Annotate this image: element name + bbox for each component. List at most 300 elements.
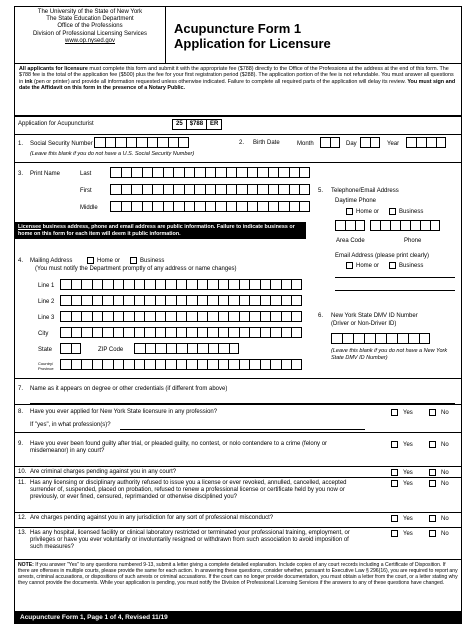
mail-business-checkbox[interactable]: [130, 257, 137, 264]
char-cell[interactable]: [197, 327, 208, 338]
char-cell[interactable]: [113, 327, 124, 338]
char-cell[interactable]: [142, 201, 153, 212]
char-cell[interactable]: [176, 295, 187, 306]
char-cell[interactable]: [239, 279, 250, 290]
char-cell[interactable]: [176, 343, 187, 354]
char-cell[interactable]: [239, 311, 250, 322]
char-cell[interactable]: [320, 137, 330, 148]
char-cell[interactable]: [197, 295, 208, 306]
char-cell[interactable]: [207, 295, 218, 306]
app-for-label: Application for Acupuncturist: [18, 121, 94, 127]
q5-number: 5.: [318, 188, 324, 194]
char-cell[interactable]: [60, 279, 71, 290]
char-cell[interactable]: [71, 311, 82, 322]
email-label: Email Address (please print clearly): [335, 253, 430, 259]
char-cell[interactable]: [134, 327, 145, 338]
char-cell[interactable]: [186, 311, 197, 322]
char-cell[interactable]: [113, 311, 124, 322]
app-codes: [172, 119, 222, 130]
char-cell[interactable]: [215, 167, 226, 178]
char-cell[interactable]: [278, 184, 289, 195]
char-cell[interactable]: [257, 184, 268, 195]
birth-day-label: Day: [346, 141, 357, 147]
char-cell[interactable]: [436, 137, 446, 148]
char-cell[interactable]: [123, 359, 134, 370]
char-cell[interactable]: [81, 327, 92, 338]
question-number: 13.: [18, 530, 27, 536]
phone-home-checkbox[interactable]: [346, 208, 353, 215]
char-cell[interactable]: [173, 184, 184, 195]
char-cell[interactable]: [353, 333, 364, 344]
char-cell[interactable]: [60, 343, 71, 354]
char-cell[interactable]: [408, 333, 419, 344]
char-cell[interactable]: [257, 167, 268, 178]
char-cell[interactable]: [278, 167, 289, 178]
char-cell[interactable]: [165, 311, 176, 322]
yes-checkbox[interactable]: [391, 441, 398, 448]
char-cell[interactable]: [270, 295, 281, 306]
char-cell[interactable]: [228, 327, 239, 338]
char-cell[interactable]: [291, 327, 302, 338]
char-cell[interactable]: [236, 167, 247, 178]
mail-home-checkbox[interactable]: [87, 257, 94, 264]
char-cell[interactable]: [268, 201, 279, 212]
char-cell[interactable]: [110, 201, 121, 212]
birth-day-field[interactable]: [360, 137, 380, 148]
char-cell[interactable]: [71, 279, 82, 290]
char-cell[interactable]: [342, 333, 353, 344]
char-cell[interactable]: [268, 167, 279, 178]
yes-checkbox[interactable]: [391, 409, 398, 416]
char-cell[interactable]: [194, 167, 205, 178]
char-cell[interactable]: [270, 359, 281, 370]
char-cell[interactable]: [260, 327, 271, 338]
char-cell[interactable]: [197, 343, 208, 354]
char-cell[interactable]: [331, 333, 342, 344]
no-label: No: [441, 470, 449, 476]
char-cell[interactable]: [102, 327, 113, 338]
email-line-2[interactable]: [335, 290, 455, 291]
no-label: No: [441, 481, 449, 487]
char-cell[interactable]: [155, 279, 166, 290]
char-cell[interactable]: [81, 279, 92, 290]
char-cell[interactable]: [110, 184, 121, 195]
char-cell[interactable]: [226, 184, 237, 195]
char-cell[interactable]: [152, 167, 163, 178]
char-cell[interactable]: [145, 343, 156, 354]
char-cell[interactable]: [228, 359, 239, 370]
char-cell[interactable]: [281, 359, 292, 370]
char-cell[interactable]: [289, 184, 300, 195]
char-cell[interactable]: [260, 295, 271, 306]
char-cell[interactable]: [410, 220, 420, 231]
char-cell[interactable]: [165, 327, 176, 338]
question-text: Has any hospital, licensed facility or clinical laboratory restricted or terminated your professional training, employment, or privileges or have you ever voluntarily or involuntarily resigned or withdrawn from such association to avoid imposition of such measures?: [30, 530, 350, 550]
char-cell[interactable]: [92, 359, 103, 370]
char-cell[interactable]: [229, 343, 240, 354]
email-home-checkbox[interactable]: [346, 262, 353, 269]
q2-number: 2.: [239, 140, 245, 146]
char-cell[interactable]: [268, 184, 279, 195]
char-cell[interactable]: [81, 311, 92, 322]
char-cell[interactable]: [208, 343, 219, 354]
char-cell[interactable]: [60, 327, 71, 338]
char-cell[interactable]: [194, 201, 205, 212]
char-cell[interactable]: [60, 295, 71, 306]
char-cell[interactable]: [152, 201, 163, 212]
dmv-id-field[interactable]: [331, 333, 430, 344]
char-cell[interactable]: [184, 184, 195, 195]
char-cell[interactable]: [136, 137, 147, 148]
char-cell[interactable]: [299, 167, 310, 178]
question-divider: [14, 527, 462, 528]
char-cell[interactable]: [426, 137, 436, 148]
char-cell[interactable]: [168, 137, 179, 148]
char-cell[interactable]: [131, 201, 142, 212]
agency-url[interactable]: www.op.nysed.gov: [64, 37, 116, 44]
q1-note: (Leave this blank if you do not have a U.S. Social Security Number): [30, 151, 195, 157]
char-cell[interactable]: [236, 184, 247, 195]
char-cell[interactable]: [123, 279, 134, 290]
char-cell[interactable]: [134, 279, 145, 290]
country-label: Country/ Province: [38, 361, 54, 371]
q5-label: Telephone/Email Address: [331, 188, 399, 194]
char-cell[interactable]: [105, 137, 116, 148]
note-lead: NOTE:: [18, 562, 34, 568]
char-cell[interactable]: [289, 201, 300, 212]
char-cell[interactable]: [218, 327, 229, 338]
char-cell[interactable]: [249, 295, 260, 306]
q4-number: 4.: [18, 258, 24, 264]
no-checkbox[interactable]: [429, 441, 436, 448]
char-cell[interactable]: [60, 359, 71, 370]
char-cell[interactable]: [406, 137, 416, 148]
char-cell[interactable]: [173, 201, 184, 212]
char-cell[interactable]: [291, 359, 302, 370]
char-cell[interactable]: [370, 220, 380, 231]
area-code-field[interactable]: [335, 220, 365, 231]
question-text: Have you ever applied for New York State licensure in any profession?: [30, 409, 218, 415]
q7-number: 7.: [18, 386, 24, 392]
char-cell[interactable]: [260, 311, 271, 322]
intro-instructions: [14, 64, 462, 116]
last-name-field[interactable]: [110, 167, 310, 178]
char-cell[interactable]: [71, 343, 82, 354]
state-field[interactable]: [60, 343, 81, 354]
char-cell[interactable]: [81, 359, 92, 370]
char-cell[interactable]: [419, 333, 430, 344]
no-label: No: [441, 410, 449, 416]
char-cell[interactable]: [215, 201, 226, 212]
char-cell[interactable]: [281, 279, 292, 290]
char-cell[interactable]: [360, 137, 370, 148]
char-cell[interactable]: [291, 311, 302, 322]
char-cell[interactable]: [144, 279, 155, 290]
question-text: Have you ever been found guilty after trial, or pleaded guilty, no contest, or nolo contendere to a crime (felony or misdemeanor) in any court?: [30, 441, 328, 454]
char-cell[interactable]: [370, 137, 380, 148]
char-cell[interactable]: [281, 295, 292, 306]
char-cell[interactable]: [335, 220, 345, 231]
char-cell[interactable]: [144, 359, 155, 370]
char-cell[interactable]: [249, 359, 260, 370]
char-cell[interactable]: [142, 167, 153, 178]
char-cell[interactable]: [186, 295, 197, 306]
char-cell[interactable]: [92, 279, 103, 290]
char-cell[interactable]: [144, 295, 155, 306]
char-cell[interactable]: [131, 167, 142, 178]
char-cell[interactable]: [270, 311, 281, 322]
char-cell[interactable]: [92, 327, 103, 338]
char-cell[interactable]: [155, 359, 166, 370]
city-field[interactable]: [60, 327, 302, 338]
char-cell[interactable]: [155, 343, 166, 354]
question-number: 11.: [18, 480, 26, 486]
no-checkbox[interactable]: [429, 409, 436, 416]
char-cell[interactable]: [71, 359, 82, 370]
char-cell[interactable]: [278, 201, 289, 212]
phone-business-label: Business: [399, 209, 424, 215]
char-cell[interactable]: [131, 184, 142, 195]
char-cell[interactable]: [163, 167, 174, 178]
char-cell[interactable]: [239, 295, 250, 306]
char-cell[interactable]: [218, 279, 229, 290]
char-cell[interactable]: [205, 167, 216, 178]
page-footer: Acupuncture Form 1, Page 1 of 4, Revised 11/19: [14, 612, 462, 624]
char-cell[interactable]: [194, 184, 205, 195]
birth-month-field[interactable]: [320, 137, 340, 148]
char-cell[interactable]: [166, 343, 177, 354]
char-cell[interactable]: [257, 201, 268, 212]
address-line3-field[interactable]: [60, 311, 302, 322]
char-cell[interactable]: [218, 311, 229, 322]
char-cell[interactable]: [270, 327, 281, 338]
char-cell[interactable]: [113, 279, 124, 290]
char-cell[interactable]: [186, 359, 197, 370]
char-cell[interactable]: [397, 333, 408, 344]
phone-home-label: Home or: [356, 209, 380, 215]
char-cell[interactable]: [249, 327, 260, 338]
question-followup-line[interactable]: [120, 429, 365, 430]
char-cell[interactable]: [134, 343, 145, 354]
char-cell[interactable]: [291, 279, 302, 290]
char-cell[interactable]: [197, 359, 208, 370]
char-cell[interactable]: [380, 220, 390, 231]
char-cell[interactable]: [218, 359, 229, 370]
char-cell[interactable]: [228, 295, 239, 306]
char-cell[interactable]: [165, 279, 176, 290]
char-cell[interactable]: [176, 311, 187, 322]
char-cell[interactable]: [416, 137, 426, 148]
zip-field[interactable]: [134, 343, 239, 354]
char-cell[interactable]: [239, 359, 250, 370]
email-line-1[interactable]: [335, 277, 455, 278]
char-cell[interactable]: [260, 359, 271, 370]
yes-checkbox[interactable]: [391, 469, 398, 476]
agency-line2: The State Education Department: [46, 16, 134, 23]
form-title-line1: Acupuncture Form 1: [174, 21, 302, 36]
char-cell[interactable]: [155, 327, 166, 338]
char-cell[interactable]: [163, 201, 174, 212]
char-cell[interactable]: [291, 295, 302, 306]
char-cell[interactable]: [147, 137, 158, 148]
no-checkbox[interactable]: [429, 515, 436, 522]
char-cell[interactable]: [121, 201, 132, 212]
char-cell[interactable]: [102, 359, 113, 370]
no-checkbox[interactable]: [429, 469, 436, 476]
char-cell[interactable]: [299, 201, 310, 212]
char-cell[interactable]: [186, 279, 197, 290]
char-cell[interactable]: [134, 359, 145, 370]
char-cell[interactable]: [218, 343, 229, 354]
char-cell[interactable]: [260, 279, 271, 290]
char-cell[interactable]: [197, 279, 208, 290]
yes-checkbox[interactable]: [391, 480, 398, 487]
char-cell[interactable]: [281, 327, 292, 338]
char-cell[interactable]: [176, 279, 187, 290]
intro-text: must complete this form and submit it with the appropriate fee ($788) directly to the Office of the Professions at the address at the end of this form. The $788 fee is the total of the application fee ($500) plus the fee for your first registration period ($288). The application portion of the fee is not refundable. You must answer all questions in: [19, 66, 454, 85]
char-cell[interactable]: [430, 220, 440, 231]
char-cell[interactable]: [102, 295, 113, 306]
char-cell[interactable]: [386, 333, 397, 344]
char-cell[interactable]: [110, 167, 121, 178]
address-line1-field[interactable]: [60, 279, 302, 290]
birth-year-field[interactable]: [406, 137, 446, 148]
char-cell[interactable]: [163, 184, 174, 195]
char-cell[interactable]: [226, 167, 237, 178]
char-cell[interactable]: [121, 167, 132, 178]
char-cell[interactable]: [142, 184, 153, 195]
q4-label: Mailing Address: [30, 258, 73, 264]
char-cell[interactable]: [126, 137, 137, 148]
char-cell[interactable]: [165, 359, 176, 370]
char-cell[interactable]: [92, 295, 103, 306]
char-cell[interactable]: [144, 311, 155, 322]
char-cell[interactable]: [81, 295, 92, 306]
char-cell[interactable]: [207, 359, 218, 370]
char-cell[interactable]: [239, 327, 250, 338]
char-cell[interactable]: [123, 295, 134, 306]
char-cell[interactable]: [247, 201, 258, 212]
char-cell[interactable]: [184, 167, 195, 178]
char-cell[interactable]: [390, 220, 400, 231]
char-cell[interactable]: [157, 137, 168, 148]
char-cell[interactable]: [355, 220, 365, 231]
char-cell[interactable]: [345, 220, 355, 231]
char-cell[interactable]: [173, 167, 184, 178]
char-cell[interactable]: [207, 327, 218, 338]
email-business-checkbox[interactable]: [389, 262, 396, 269]
char-cell[interactable]: [155, 311, 166, 322]
char-cell[interactable]: [364, 333, 375, 344]
char-cell[interactable]: [400, 220, 410, 231]
yes-label: Yes: [403, 481, 413, 487]
q6-note: (Leave this blank if you do not have a New York State DMV ID Number): [331, 348, 448, 361]
char-cell[interactable]: [249, 279, 260, 290]
q2-label: Birth Date: [253, 140, 280, 146]
char-cell[interactable]: [155, 295, 166, 306]
no-checkbox[interactable]: [429, 530, 436, 537]
char-cell[interactable]: [102, 279, 113, 290]
char-cell[interactable]: [218, 295, 229, 306]
intro-bold-tail: You must sign and date the Affidavit on this form in the presence of a Notary Public.: [19, 78, 456, 91]
char-cell[interactable]: [236, 201, 247, 212]
char-cell[interactable]: [60, 311, 71, 322]
char-cell[interactable]: [121, 184, 132, 195]
char-cell[interactable]: [184, 201, 195, 212]
char-cell[interactable]: [152, 184, 163, 195]
char-cell[interactable]: [176, 327, 187, 338]
char-cell[interactable]: [247, 184, 258, 195]
char-cell[interactable]: [207, 311, 218, 322]
char-cell[interactable]: [113, 359, 124, 370]
char-cell[interactable]: [249, 311, 260, 322]
yes-checkbox[interactable]: [391, 515, 398, 522]
char-cell[interactable]: [178, 137, 189, 148]
char-cell[interactable]: [420, 220, 430, 231]
char-cell[interactable]: [289, 167, 300, 178]
char-cell[interactable]: [330, 137, 340, 148]
char-cell[interactable]: [165, 295, 176, 306]
char-cell[interactable]: [299, 184, 310, 195]
ssn-field[interactable]: [94, 137, 189, 148]
char-cell[interactable]: [134, 295, 145, 306]
phone-business-checkbox[interactable]: [389, 208, 396, 215]
char-cell[interactable]: [71, 327, 82, 338]
char-cell[interactable]: [247, 167, 258, 178]
char-cell[interactable]: [123, 311, 134, 322]
char-cell[interactable]: [187, 343, 198, 354]
middle-name-field[interactable]: [110, 201, 310, 212]
code-fee: $788: [187, 120, 207, 129]
char-cell[interactable]: [207, 279, 218, 290]
char-cell[interactable]: [115, 137, 126, 148]
char-cell[interactable]: [113, 295, 124, 306]
char-cell[interactable]: [92, 311, 103, 322]
address-line2-field[interactable]: [60, 295, 302, 306]
char-cell[interactable]: [226, 201, 237, 212]
char-cell[interactable]: [197, 311, 208, 322]
char-cell[interactable]: [228, 279, 239, 290]
email-business-label: Business: [399, 263, 424, 269]
char-cell[interactable]: [228, 311, 239, 322]
char-cell[interactable]: [215, 184, 226, 195]
no-checkbox[interactable]: [429, 480, 436, 487]
char-cell[interactable]: [270, 279, 281, 290]
question-divider: [14, 477, 462, 478]
char-cell[interactable]: [205, 184, 216, 195]
agency-line3: Office of the Professions: [57, 23, 123, 30]
char-cell[interactable]: [205, 201, 216, 212]
country-field[interactable]: [60, 359, 302, 370]
char-cell[interactable]: [176, 359, 187, 370]
q7-label: Name as it appears on degree or other credentials (if different from above): [30, 386, 228, 392]
q6-number: 6.: [318, 313, 324, 319]
char-cell[interactable]: [375, 333, 386, 344]
no-label: No: [441, 442, 449, 448]
char-cell[interactable]: [123, 327, 134, 338]
phone-number-field[interactable]: [370, 220, 440, 231]
char-cell[interactable]: [94, 137, 105, 148]
first-name-field[interactable]: [110, 184, 310, 195]
char-cell[interactable]: [144, 327, 155, 338]
question-number: 10.: [18, 469, 27, 475]
char-cell[interactable]: [186, 327, 197, 338]
char-cell[interactable]: [281, 311, 292, 322]
char-cell[interactable]: [134, 311, 145, 322]
char-cell[interactable]: [102, 311, 113, 322]
char-cell[interactable]: [71, 295, 82, 306]
yes-checkbox[interactable]: [391, 530, 398, 537]
